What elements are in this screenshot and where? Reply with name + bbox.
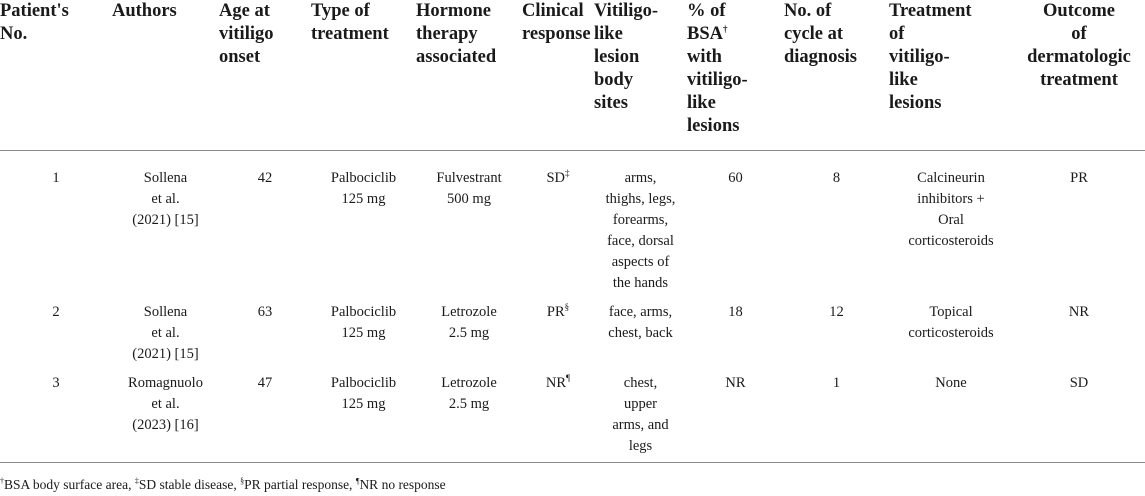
cell-outcome: NR	[1068, 304, 1090, 320]
cell-sites: face, arms, chest, back	[608, 304, 673, 341]
cell-lesion-treatment: Topical corticosteroids	[908, 304, 994, 341]
cell-hormone: Letrozole 2.5 mg	[441, 375, 497, 412]
header-authors: Authors	[112, 1, 177, 21]
header-treatment-type: Type of treatment	[311, 1, 389, 44]
cell-bsa: NR	[725, 375, 746, 391]
header-cycle: No. of cycle at diagnosis	[784, 1, 858, 67]
cell-cycle: 12	[829, 304, 844, 320]
cell-response: NR¶	[545, 373, 571, 391]
cell-age: 63	[257, 304, 273, 320]
cell-lesion-treatment: None	[935, 375, 967, 391]
header-bsa: % of BSA† with vitiligo- like lesions	[687, 1, 748, 136]
cell-cycle: 8	[832, 170, 841, 186]
cell-response: PR§	[546, 302, 570, 320]
table-footnote: †BSA body surface area, ‡SD stable disease, §PR partial response, ¶NR no response	[0, 476, 446, 492]
cell-treatment: Palbociclib 125 mg	[330, 304, 397, 341]
header-patient-no: Patient's No.	[0, 1, 69, 44]
cell-bsa: 18	[728, 304, 743, 320]
cell-hormone: Letrozole 2.5 mg	[441, 304, 497, 341]
cell-age: 42	[257, 170, 273, 186]
cell-bsa: 60	[728, 170, 743, 186]
cell-authors: Sollena et al. (2021) [15]	[132, 170, 199, 228]
cell-authors: Sollena et al. (2021) [15]	[132, 304, 199, 362]
cell-sites: arms, thighs, legs, forearms, face, dorsal aspects of the hands	[605, 170, 676, 291]
cell-outcome: SD	[1069, 375, 1089, 391]
cell-age: 47	[257, 375, 273, 391]
header-body-sites: Vitiligo- like lesion body sites	[594, 1, 659, 113]
header-row	[0, 0, 1145, 151]
header-hormone: Hormone therapy associated	[416, 1, 497, 67]
header-outcome: Outcome of dermatologic treatment	[1027, 1, 1131, 90]
header-age: Age at vitiligo onset	[219, 1, 274, 67]
cell-hormone: Fulvestrant 500 mg	[436, 170, 502, 207]
cell-no: 2	[52, 304, 60, 320]
cell-response: SD‡	[546, 168, 570, 186]
cell-treatment: Palbociclib 125 mg	[330, 375, 397, 412]
table-row	[0, 294, 1145, 365]
header-clinical-response: Clinical response	[522, 1, 591, 44]
cell-authors: Romagnuolo et al. (2023) [16]	[128, 375, 203, 433]
cell-no: 1	[52, 170, 60, 186]
cell-outcome: PR	[1070, 170, 1088, 186]
cell-treatment: Palbociclib 125 mg	[330, 170, 397, 207]
table-row	[0, 151, 1145, 295]
table-row	[0, 365, 1145, 463]
cell-no: 3	[52, 375, 60, 391]
cell-lesion-treatment: Calcineurin inhibitors + Oral corticosteroids	[908, 170, 994, 249]
cell-cycle: 1	[832, 375, 841, 391]
header-lesion-treatment: Treatment of vitiligo- like lesions	[889, 1, 972, 113]
cell-sites: chest, upper arms, and legs	[612, 375, 669, 454]
